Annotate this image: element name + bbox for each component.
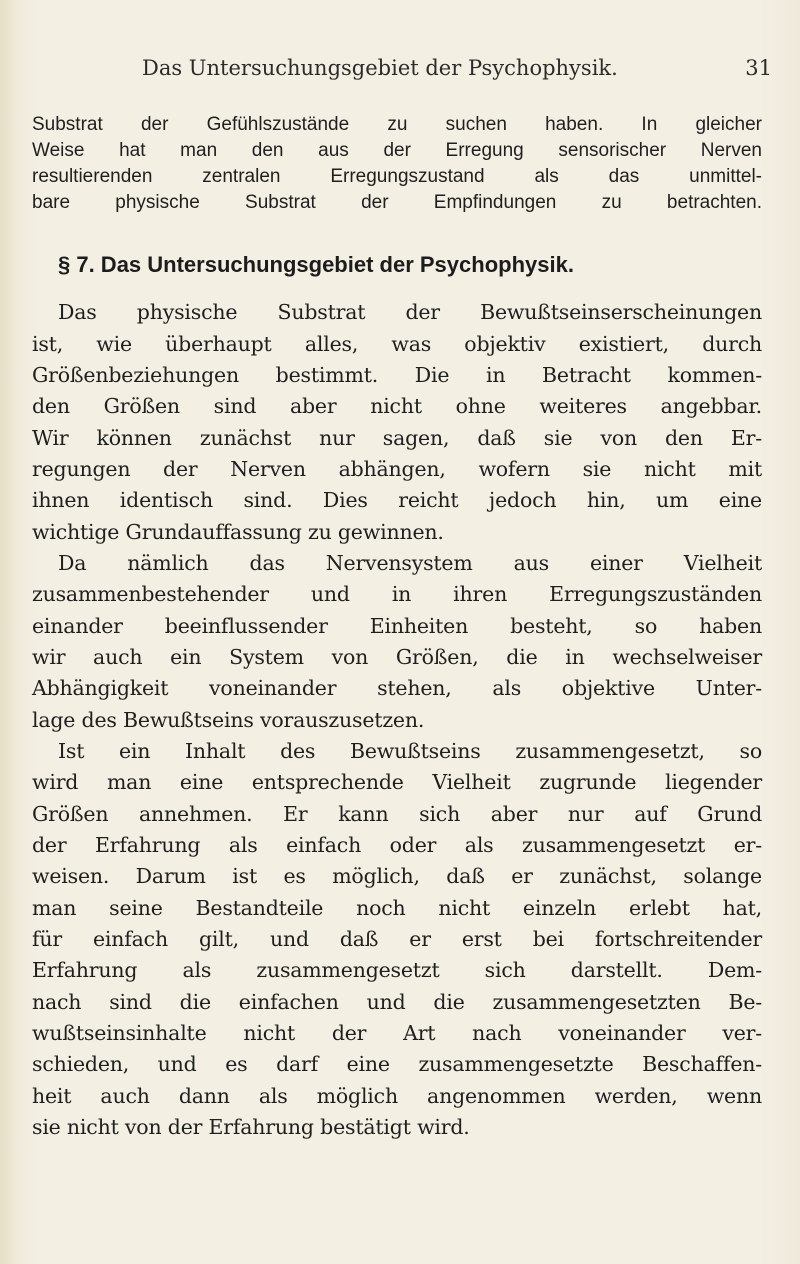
page-gutter-shadow	[0, 0, 18, 1264]
section-heading: § 7. Das Untersuchungsgebiet der Psychophysik.	[58, 252, 574, 277]
text-line: schieden, und es darf eine zusammengesetzte Beschaffen-	[32, 1052, 762, 1076]
text-line: für einfach gilt, und daß er erst bei fortschreitender	[32, 927, 762, 951]
text-line: Erfahrung als zusammengesetzt sich darstellt. Dem-	[32, 958, 762, 982]
text-line: wußtseinsinhalte nicht der Art nach voneinander ver-	[32, 1021, 762, 1045]
text-line: den Größen sind aber nicht ohne weiteres angebbar.	[32, 394, 762, 418]
text-line: zusammenbestehender und in ihren Erregungszuständen	[32, 582, 762, 606]
text-line: man seine Bestandteile noch nicht einzeln erlebt hat,	[32, 896, 762, 920]
text-line: Größen annehmen. Er kann sich aber nur auf Grund	[32, 802, 762, 826]
text-line: weisen. Darum ist es möglich, daß er zunächst, solange	[32, 864, 762, 888]
running-head	[142, 56, 772, 88]
page-number: 31	[745, 56, 772, 80]
text-line: Wir können zunächst nur sagen, daß sie von den Er-	[32, 426, 762, 450]
text-line: Das physische Substrat der Bewußtseinserscheinungen	[58, 300, 762, 324]
text-line: Ist ein Inhalt des Bewußtseins zusammengesetzt, so	[58, 739, 762, 763]
text-line: lage des Bewußtseins vorauszusetzen.	[32, 708, 425, 732]
text-line: der Erfahrung als einfach oder als zusammengesetzt er-	[32, 833, 762, 857]
text-line: sie nicht von der Erfahrung bestätigt wird.	[32, 1115, 470, 1139]
text-line: wird man eine entsprechende Vielheit zugrunde liegender	[32, 770, 762, 794]
text-line: Substrat der Gefühlszustände zu suchen haben. In gleicher	[32, 114, 762, 135]
text-line: regungen der Nerven abhängen, wofern sie nicht mit	[32, 457, 762, 481]
text-line: Abhängigkeit voneinander stehen, als objektive Unter-	[32, 676, 762, 700]
text-line: nach sind die einfachen und die zusammengesetzten Be-	[32, 990, 762, 1014]
text-line: Da nämlich das Nervensystem aus einer Vielheit	[58, 551, 762, 575]
text-line: ihnen identisch sind. Dies reicht jedoch hin, um eine	[32, 488, 762, 512]
text-line: heit auch dann als möglich angenommen werden, wenn	[32, 1084, 762, 1108]
text-line: wichtige Grundauffassung zu gewinnen.	[32, 520, 444, 544]
text-line: bare physische Substrat der Empfindungen zu betrachten.	[32, 192, 762, 213]
text-line: Größenbeziehungen bestimmt. Die in Betracht kommen-	[32, 363, 762, 387]
text-line: ist, wie überhaupt alles, was objektiv existiert, durch	[32, 332, 762, 356]
text-line: einander beeinflussender Einheiten besteht, so haben	[32, 614, 762, 638]
text-line: Weise hat man den aus der Erregung sensorischer Nerven	[32, 140, 762, 161]
running-head-title: Das Untersuchungsgebiet der Psychophysik.	[142, 56, 618, 80]
text-line: wir auch ein System von Größen, die in wechselweiser	[32, 645, 762, 669]
text-line: resultierenden zentralen Erregungszustand als das unmittel-	[32, 166, 762, 187]
